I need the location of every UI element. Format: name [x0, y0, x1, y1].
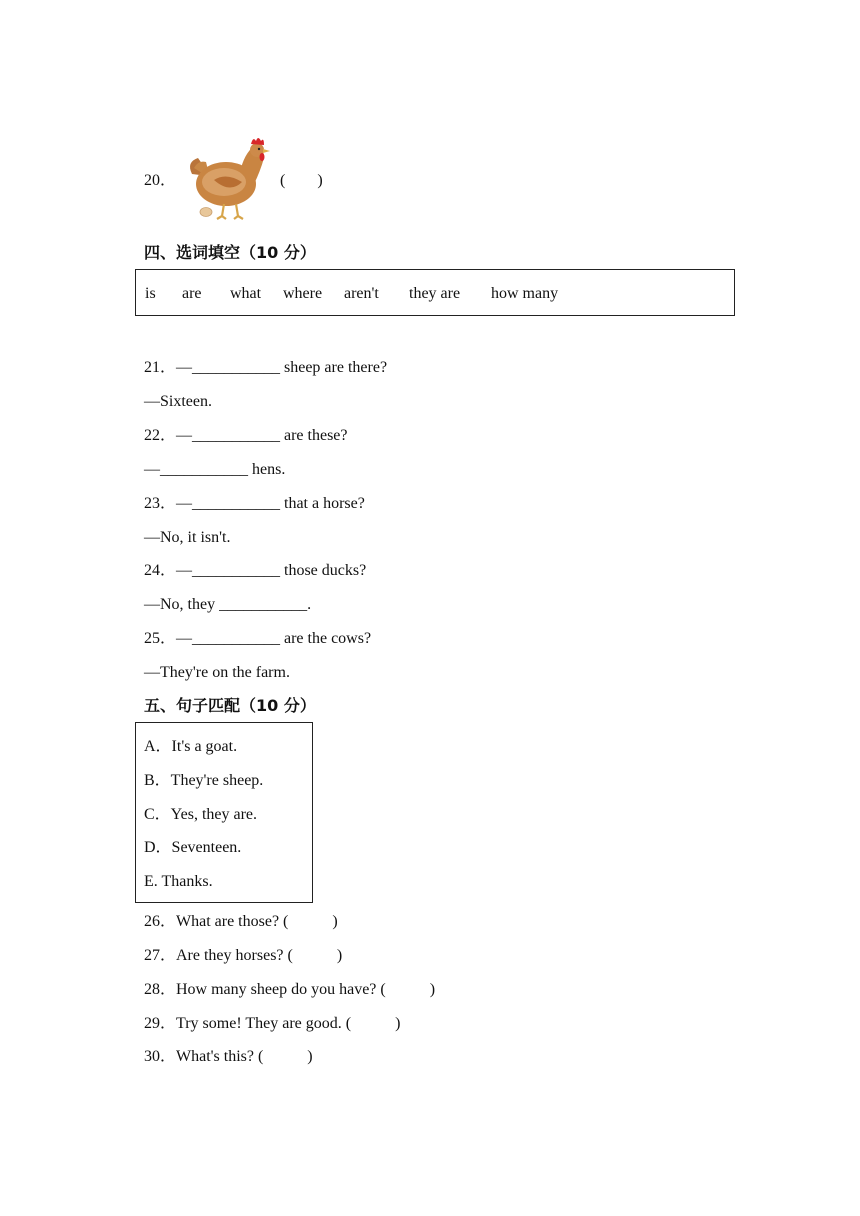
fill-in-line: —They're on the farm.: [144, 664, 290, 681]
section-5-title: 五、句子匹配（10 分）: [144, 696, 316, 715]
match-option: A．It's a goat.: [144, 738, 238, 755]
word-bank-word: how many: [491, 285, 559, 302]
fill-in-line: 21．—___________ sheep are there?: [144, 359, 388, 376]
word-bank-word: is: [145, 285, 156, 302]
question-20-answer-paren: ( ): [280, 172, 323, 189]
word-bank-word: are: [182, 285, 202, 302]
fill-in-line: 24．—___________ those ducks?: [144, 562, 367, 579]
section-4-title: 四、选词填空（10 分）: [144, 243, 316, 262]
word-bank-word: they are: [409, 285, 461, 302]
fill-in-line: —No, they ___________.: [144, 596, 312, 613]
match-question: 29．Try some! They are good. ( ): [144, 1015, 401, 1032]
word-bank-word: aren't: [344, 285, 379, 302]
match-question: 28．How many sheep do you have? ( ): [144, 981, 436, 998]
match-option: D．Seventeen.: [144, 839, 242, 856]
fill-in-line: —___________ hens.: [144, 461, 286, 478]
fill-in-line: —Sixteen.: [144, 393, 212, 410]
fill-in-line: 23．—___________ that a horse?: [144, 495, 365, 512]
match-option: B．They're sheep.: [144, 772, 264, 789]
match-option: C．Yes, they are.: [144, 806, 258, 823]
word-bank-box: [135, 269, 735, 316]
match-option: E. Thanks.: [144, 873, 213, 890]
word-bank-word: what: [230, 285, 262, 302]
hen-icon: [184, 132, 274, 222]
fill-in-line: 22．—___________ are these?: [144, 427, 348, 444]
match-question: 27．Are they horses? ( ): [144, 947, 343, 964]
fill-in-line: —No, it isn't.: [144, 529, 231, 546]
question-20-number: 20．: [144, 172, 177, 189]
fill-in-line: 25．—___________ are the cows?: [144, 630, 372, 647]
match-question: 30．What's this? ( ): [144, 1048, 313, 1065]
match-question: 26．What are those? ( ): [144, 913, 338, 930]
word-bank-word: where: [283, 285, 323, 302]
